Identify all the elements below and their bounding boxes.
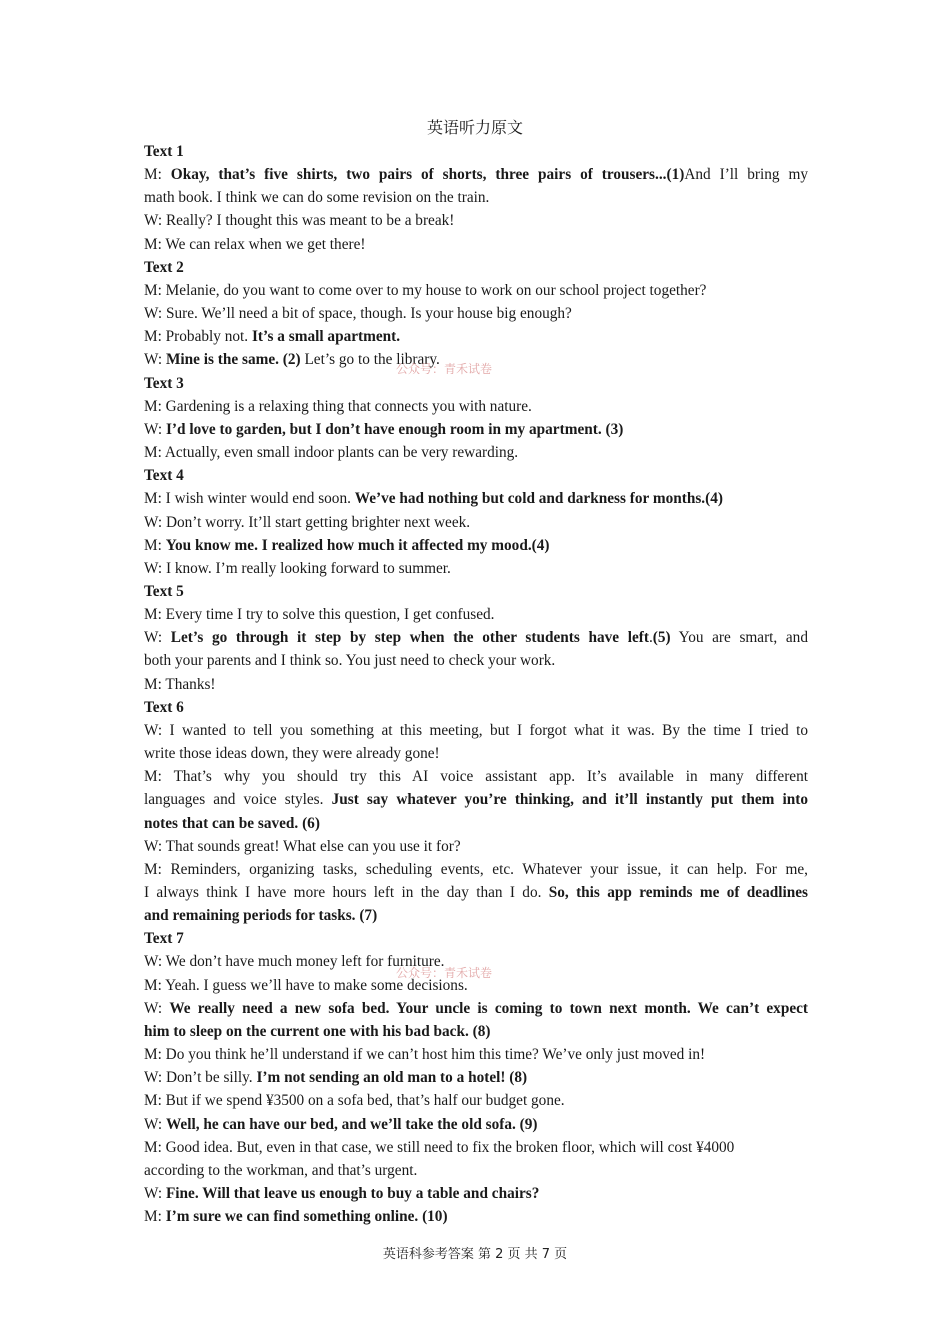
text-segment: W: Don’t worry. It’ll start getting brighter next week. <box>144 513 471 531</box>
transcript-line <box>144 511 808 534</box>
transcript-line <box>144 233 808 256</box>
section-heading <box>144 580 808 603</box>
bold-text: Well, he can have our bed, and we’ll take the old sofa. (9) <box>165 1115 538 1133</box>
text-segment: . <box>648 629 653 647</box>
bold-text: I’m not sending an old man to a hotel! (8) <box>256 1069 528 1087</box>
transcript-line <box>144 997 808 1020</box>
section-heading <box>144 464 808 487</box>
bold-text: Okay, that’s five shirts, two pairs of shorts, three pairs of trousers...(1) <box>170 166 685 184</box>
section-heading <box>144 696 808 719</box>
transcript-line <box>144 881 808 904</box>
transcript-line <box>144 1043 808 1066</box>
transcript-line <box>144 557 808 580</box>
text-segment: I always think I have more hours left in the day than I do. <box>144 884 549 901</box>
transcript-line <box>144 742 808 765</box>
text-segment: You are smart, and <box>670 629 808 647</box>
text-segment: M: I wish winter would end soon. <box>144 490 355 508</box>
bold-text: I’d love to garden, but I don’t have enough room in my apartment. (3) <box>165 420 624 438</box>
transcript-line <box>144 649 808 672</box>
text-segment: M: We can relax when we get there! <box>144 235 366 253</box>
text-segment: M: Gardening is a relaxing thing that connects you with nature. <box>144 397 532 415</box>
text-segment: math book. I think we can do some revision on the train. <box>144 189 490 207</box>
text-segment: write those ideas down, they were already gone! <box>144 745 440 763</box>
text-segment: M: Probably not. <box>144 328 252 346</box>
bold-text: Let’s go through it step by step when the other students have left <box>170 629 649 647</box>
bold-text: and remaining periods for tasks. (7) <box>144 907 378 925</box>
text-segment: M: Reminders, organizing tasks, scheduling events, etc. Whatever your issue, it can help. For me, <box>144 860 808 878</box>
page-footer: 英语科参考答案 第 2 页 共 7 页 <box>382 1247 568 1262</box>
section-heading <box>144 927 808 950</box>
watermark-1: 公众号：青禾试卷 <box>396 362 493 376</box>
text-segment: both your parents and I think so. You just need to check your work. <box>144 652 556 670</box>
text-segment: W: Sure. We’ll need a bit of space, though. Is your house big enough? <box>144 305 572 323</box>
bold-text: It’s a small apartment. <box>251 328 401 346</box>
bold-text: notes that can be saved. (6) <box>144 814 320 832</box>
transcript-line <box>144 1136 808 1159</box>
bold-text: Text 6 <box>144 698 184 716</box>
section-heading <box>144 256 808 279</box>
transcript-line <box>144 1159 808 1182</box>
transcript-body <box>144 140 808 1228</box>
bold-text: Just say whatever you’re thinking, and it’ll instantly put them into <box>331 791 809 809</box>
bold-text: Text 7 <box>144 930 184 948</box>
bold-text: Text 4 <box>144 467 184 485</box>
text-segment: And I’ll bring my <box>684 166 808 184</box>
text-segment: Let’s go to the library. <box>300 351 440 369</box>
transcript-line <box>144 1182 808 1205</box>
bold-text: him to sleep on the current one with his bad back. (8) <box>144 1022 491 1040</box>
text-segment: M: <box>144 166 171 184</box>
transcript-line <box>144 1089 808 1112</box>
text-segment: W: <box>144 420 166 438</box>
text-segment: W: That sounds great! What else can you use it for? <box>144 837 461 855</box>
text-segment: M: Yeah. I guess we’ll have to make some decisions. <box>144 976 468 994</box>
transcript-line <box>144 279 808 302</box>
transcript-line <box>144 835 808 858</box>
transcript-line <box>144 1113 808 1136</box>
bold-text: We really need a new sofa bed. Your uncle is coming to town next month. We can’t expect <box>169 999 808 1017</box>
section-heading <box>144 140 808 163</box>
transcript-line <box>144 534 808 557</box>
text-segment: M: Every time I try to solve this question, I get confused. <box>144 606 495 624</box>
bold-text: Text 1 <box>144 143 184 160</box>
bold-text: Mine is the same. (2) <box>165 351 301 369</box>
transcript-line <box>144 418 808 441</box>
text-segment: M: Do you think he’ll understand if we can’t host him this time? We’ve only just moved in! <box>144 1046 706 1064</box>
bold-text: So, this app reminds me of deadlines <box>548 884 808 901</box>
transcript-line <box>144 719 808 742</box>
transcript-line <box>144 395 808 418</box>
text-segment: W: Don’t be silly. <box>144 1069 257 1087</box>
transcript-line <box>144 487 808 510</box>
text-segment: W: Really? I thought this was meant to be a break! <box>144 212 455 230</box>
transcript-line <box>144 325 808 348</box>
transcript-line <box>144 1066 808 1089</box>
bold-text: Text 2 <box>144 258 184 276</box>
text-segment: W: <box>144 1185 166 1203</box>
transcript-line <box>144 163 808 186</box>
text-segment: M: Melanie, do you want to come over to my house to work on our school project together? <box>144 281 707 299</box>
bold-text: Text 3 <box>144 374 184 392</box>
transcript-line <box>144 441 808 464</box>
text-segment: W: I know. I’m really looking forward to summer. <box>144 559 451 577</box>
transcript-line <box>144 673 808 696</box>
transcript-line <box>144 858 808 881</box>
transcript-line <box>144 904 808 927</box>
transcript-line <box>144 1020 808 1043</box>
page-title: 英语听力原文 <box>426 118 523 137</box>
watermark-2: 公众号：青禾试卷 <box>396 966 493 980</box>
text-segment: M: <box>144 536 166 554</box>
transcript-line <box>144 209 808 232</box>
transcript-line <box>144 302 808 325</box>
bold-text: Text 5 <box>144 582 184 600</box>
transcript-line <box>144 765 808 788</box>
text-segment: M: But if we spend ¥3500 on a sofa bed, that’s half our budget gone. <box>144 1092 565 1110</box>
text-segment: languages and voice styles. <box>144 791 332 809</box>
bold-text: You know me. I realized how much it affected my mood.(4) <box>165 536 550 554</box>
text-segment: M: Good idea. But, even in that case, we still need to fix the broken floor, which will cost ¥4000 <box>144 1138 735 1156</box>
bold-text: I’m sure we can find something online. (10) <box>165 1208 448 1226</box>
transcript-line <box>144 812 808 835</box>
text-segment: W: <box>144 629 171 647</box>
bold-text: (5) <box>652 629 671 647</box>
text-segment: W: We don’t have much money left for furniture. <box>144 953 445 971</box>
transcript-line <box>144 603 808 626</box>
text-segment: W: <box>144 1115 166 1133</box>
transcript-line <box>144 1205 808 1228</box>
text-segment: M: That’s why you should try this AI voice assistant app. It’s available in many different <box>144 768 808 786</box>
text-segment: M: Thanks! <box>144 675 216 693</box>
text-segment: W: <box>144 351 166 369</box>
text-segment: W: I wanted to tell you something at this meeting, but I forgot what it was. By the time I tried to <box>144 721 808 739</box>
text-segment: M: Actually, even small indoor plants can be very rewarding. <box>144 444 519 462</box>
bold-text: Fine. Will that leave us enough to buy a table and chairs? <box>165 1185 540 1203</box>
text-segment: M: <box>144 1208 166 1226</box>
text-segment: W: <box>144 999 170 1017</box>
text-segment: according to the workman, and that’s urgent. <box>144 1161 418 1179</box>
transcript-line <box>144 186 808 209</box>
transcript-line <box>144 788 808 811</box>
transcript-line <box>144 626 808 649</box>
bold-text: We’ve had nothing but cold and darkness for months.(4) <box>354 490 723 508</box>
